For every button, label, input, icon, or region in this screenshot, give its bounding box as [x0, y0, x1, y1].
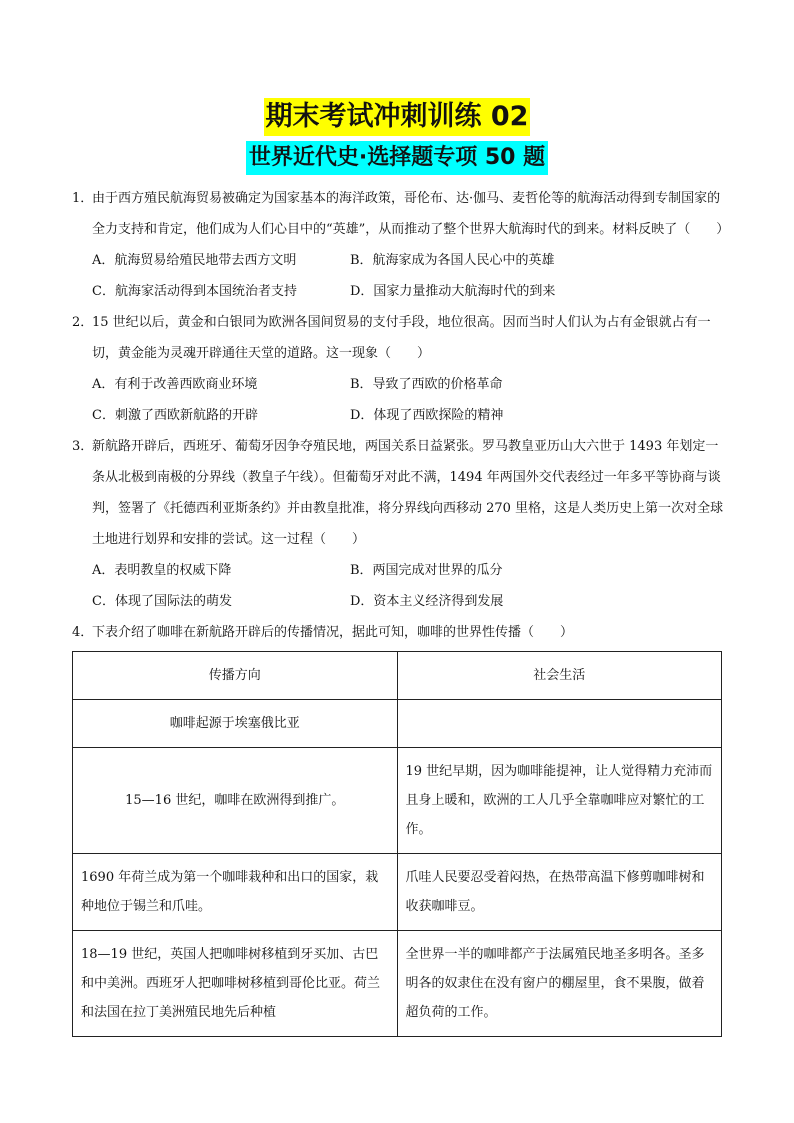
question-text: 由于西方殖民航海贸易被确定为国家基本的海洋政策，哥伦布、达·伽马、麦哲伦等的航海活动得到专制国家的全力支持和肯定，他们成为人们心目中的“英雄”，从而推动了整个世界大航海时代的到来。材料反映了（ ） — [92, 191, 730, 237]
table-header: 社会生活 — [397, 652, 722, 700]
table-cell: 19 世纪早期，因为咖啡能提神，让人觉得精力充沛而且身上暖和，欧洲的工人几乎全靠咖啡应对繁忙的工作。 — [397, 748, 722, 854]
option-a[interactable]: A．有利于改善西欧商业环境 — [92, 377, 258, 392]
option-a[interactable]: A．表明教皇的权威下降 — [92, 563, 232, 578]
question-3 — [72, 431, 726, 617]
option-c[interactable]: C．体现了国际法的萌发 — [92, 594, 232, 609]
table-header: 传播方向 — [73, 652, 398, 700]
coffee-table — [72, 651, 722, 1037]
question-text: 下表介绍了咖啡在新航路开辟后的传播情况，据此可知，咖啡的世界性传播（ ） — [92, 625, 574, 640]
table-row — [73, 931, 722, 1037]
option-b[interactable]: B．导致了西欧的价格革命 — [350, 377, 503, 392]
option-d[interactable]: D．资本主义经济得到发展 — [350, 594, 504, 609]
table-cell: 1690 年荷兰成为第一个咖啡栽种和出口的国家，栽种地位于锡兰和爪哇。 — [73, 854, 398, 931]
question-stem — [72, 307, 726, 369]
question-4 — [72, 617, 726, 1037]
table-row — [73, 748, 722, 854]
table-row — [73, 700, 722, 748]
option-d[interactable]: D．国家力量推动大航海时代的到来 — [350, 284, 556, 299]
table-row — [73, 854, 722, 931]
title-area — [0, 98, 794, 136]
page-subtitle: 世界近代史·选择题专项 50 题 — [246, 141, 548, 175]
table-cell: 爪哇人民要忍受着闷热，在热带高温下修剪咖啡树和收获咖啡豆。 — [397, 854, 722, 931]
question-1 — [72, 183, 730, 307]
option-b[interactable]: B．两国完成对世界的瓜分 — [350, 563, 503, 578]
table-cell: 咖啡起源于埃塞俄比亚 — [73, 700, 398, 748]
question-number: 1． — [72, 191, 94, 206]
option-c[interactable]: C．刺激了西欧新航路的开辟 — [92, 408, 258, 423]
page-title: 期末考试冲刺训练 02 — [264, 98, 531, 136]
table-cell: 18—19 世纪，英国人把咖啡树移植到牙买加、古巴和中美洲。西班牙人把咖啡树移植到哥伦比亚。荷兰和法国在拉丁美洲殖民地先后种植 — [73, 931, 398, 1037]
option-d[interactable]: D．体现了西欧探险的精神 — [350, 408, 504, 423]
question-stem — [72, 183, 730, 245]
question-stem — [72, 431, 726, 555]
subtitle-area — [0, 141, 794, 175]
question-text: 15 世纪以后，黄金和白银同为欧洲各国间贸易的支付手段，地位很高。因而当时人们认为占有金银就占有一切，黄金能为灵魂开辟通往天堂的道路。这一现象（ ） — [92, 315, 711, 361]
question-number: 4． — [72, 625, 94, 640]
question-list — [72, 183, 730, 1037]
question-number: 3． — [72, 439, 94, 454]
question-text: 新航路开辟后，西班牙、葡萄牙因争夺殖民地，两国关系日益紧张。罗马教皇亚历山大六世于 1493 年划定一条从北极到南极的分界线（教皇子午线）。但葡萄牙对此不满，1494 年两国外交代表经过一年多平等协商与谈判，签署了《托德西利亚斯条约》并由教皇批准，将分界线向西移动 270 里格，这是人类历史上第一次对全球土地进行划界和安排的尝试。这一过程（ ） — [92, 439, 724, 547]
question-2 — [72, 307, 726, 431]
question-stem — [72, 617, 726, 648]
options — [72, 555, 726, 617]
table-cell: 15—16 世纪，咖啡在欧洲得到推广。 — [73, 748, 398, 854]
table-header-row — [73, 652, 722, 700]
option-b[interactable]: B．航海家成为各国人民心中的英雄 — [350, 253, 555, 268]
question-number: 2． — [72, 315, 94, 330]
table-cell: 全世界一半的咖啡都产于法属殖民地圣多明各。圣多明各的奴隶住在没有窗户的棚屋里，食不果腹，做着超负荷的工作。 — [397, 931, 722, 1037]
options — [72, 245, 726, 307]
options — [72, 369, 726, 431]
option-c[interactable]: C．航海家活动得到本国统治者支持 — [92, 284, 297, 299]
table-cell — [397, 700, 722, 748]
option-a[interactable]: A．航海贸易给殖民地带去西方文明 — [92, 253, 297, 268]
